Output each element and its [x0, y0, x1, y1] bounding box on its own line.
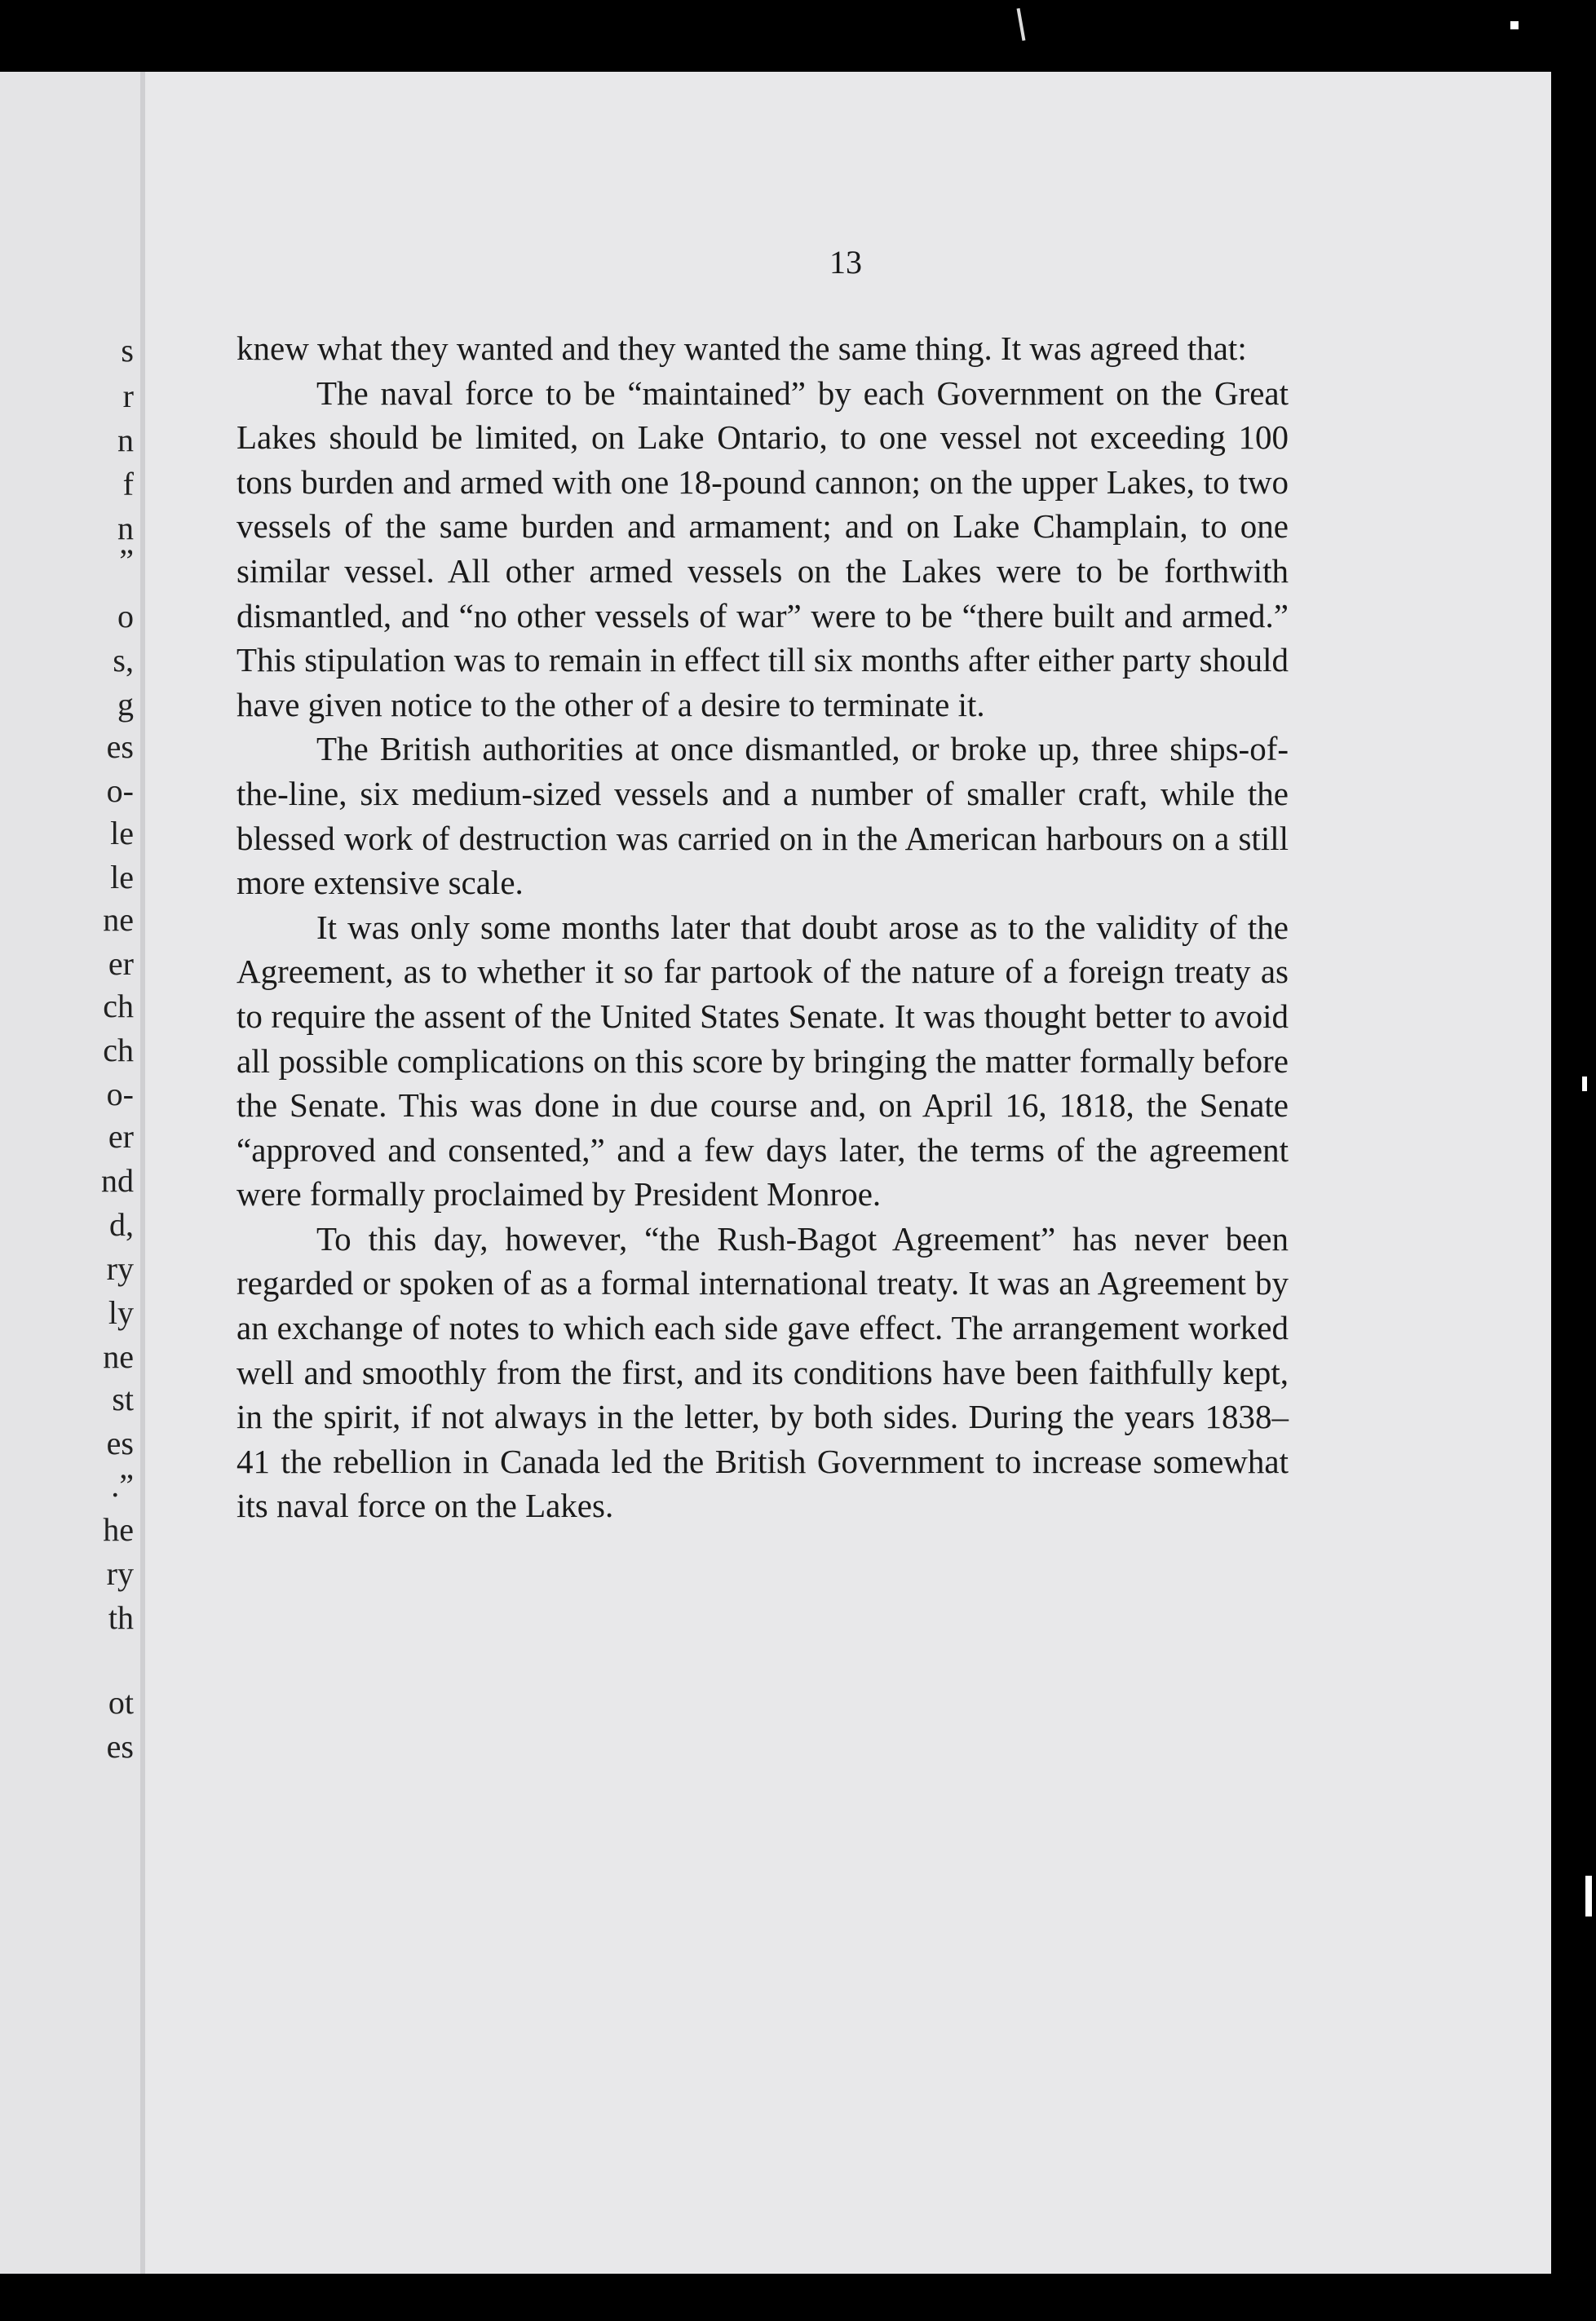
previous-page-fragment: er	[108, 945, 134, 982]
previous-page-fragment: ch	[103, 1032, 134, 1068]
previous-page-fragment: ot	[108, 1684, 134, 1721]
previous-page-fragment: ne	[103, 1338, 134, 1375]
previous-page-fragment: nd	[101, 1162, 134, 1199]
scan-artifact	[1582, 1077, 1587, 1091]
page-gutter	[140, 72, 145, 2274]
paragraph: The British authorities at once dismantled, or broke up, three ships-of-the-line, six medium-sized vessels and a number of smaller craft, while the blessed work of destruction was carried on in the American harbours on a still more extensive scale.	[237, 730, 1289, 902]
scan-artifact	[1017, 8, 1026, 41]
previous-page-fragment: s,	[113, 642, 134, 679]
previous-page-fragment: th	[108, 1599, 134, 1636]
paragraph: knew what they wanted and they wanted the same thing. It was agreed that:	[237, 329, 1247, 367]
previous-page-fragment: r	[122, 378, 134, 414]
previous-page-fragment: es	[106, 728, 134, 765]
previous-page-fragment: ch	[103, 988, 134, 1024]
scan-artifact	[1510, 21, 1519, 29]
previous-page-fragment: st	[112, 1381, 134, 1417]
previous-page-fragment: n	[117, 510, 134, 546]
paragraph: To this day, however, “the Rush-Bagot Agreement” has never been regarded or spoken of as a formal international treaty. It was an Agreement by an exchange of notes to which each side gave effect. The arrangement worked well and smoothly from the first, and its conditions have been faithfully kept, in the spirit, if not always in the letter, by both sides. During the years 1838–41 the rebellion in Canada led the British Government to increase somewhat its naval force on the Lakes.	[237, 1219, 1289, 1525]
paragraph: It was only some months later that doubt arose as to the validity of the Agreement, as to whether it so far partook of the nature of a foreign treaty as to require the assent of the United States Senate. It was thought better to avoid all possible complications on this score by bringing the matter formally before the Senate. This was done in due course and, on April 16, 1818, the Senate “approved and consented,” and a few days later, the terms of the agreement were formally proclaimed by President Monroe.	[237, 908, 1289, 1214]
previous-page-fragment: o-	[106, 772, 134, 809]
previous-page-fragment: ry	[106, 1555, 134, 1592]
previous-page-fragment: o	[117, 598, 134, 634]
previous-page-fragment: es	[106, 1728, 134, 1765]
book-page	[140, 72, 1551, 2274]
previous-page-fragment: d,	[109, 1206, 134, 1243]
page-body-text	[237, 326, 1289, 1528]
previous-page-fragment: .”	[111, 1467, 134, 1504]
previous-page-fragment: er	[108, 1118, 134, 1155]
previous-page-fragment: g	[117, 686, 134, 723]
previous-page-fragment: s	[121, 332, 134, 369]
previous-page-fragment: o-	[106, 1076, 134, 1112]
previous-page-fragment: n	[117, 422, 134, 458]
paragraph: The naval force to be “maintained” by each Government on the Great Lakes should be limited, on Lake Ontario, to one vessel not exceeding 100 tons burden and armed with one 18-pound cannon; on the upper Lakes, to two vessels of the same burden and armament; and on Lake Champlain, to one similar vessel. All other armed vessels on the Lakes were to be forthwith dismantled, and “no other vessels of war” were to be “there built and armed.” This stipulation was to remain in effect till six months after either party should have given notice to the other of a desire to terminate it.	[237, 374, 1289, 723]
previous-page-fragment: he	[103, 1511, 134, 1548]
previous-page-fragment: le	[110, 859, 134, 895]
previous-page-fragment: es	[106, 1425, 134, 1461]
previous-page-edge	[0, 72, 140, 2274]
scan-artifact	[1585, 1876, 1592, 1916]
page-number: 13	[829, 244, 862, 281]
previous-page-fragment: f	[122, 466, 134, 502]
previous-page-fragment: ne	[103, 901, 134, 938]
previous-page-fragment: ly	[108, 1294, 134, 1331]
previous-page-fragment: ry	[106, 1250, 134, 1287]
previous-page-fragment: le	[110, 815, 134, 851]
previous-page-fragment: ”	[119, 542, 134, 579]
